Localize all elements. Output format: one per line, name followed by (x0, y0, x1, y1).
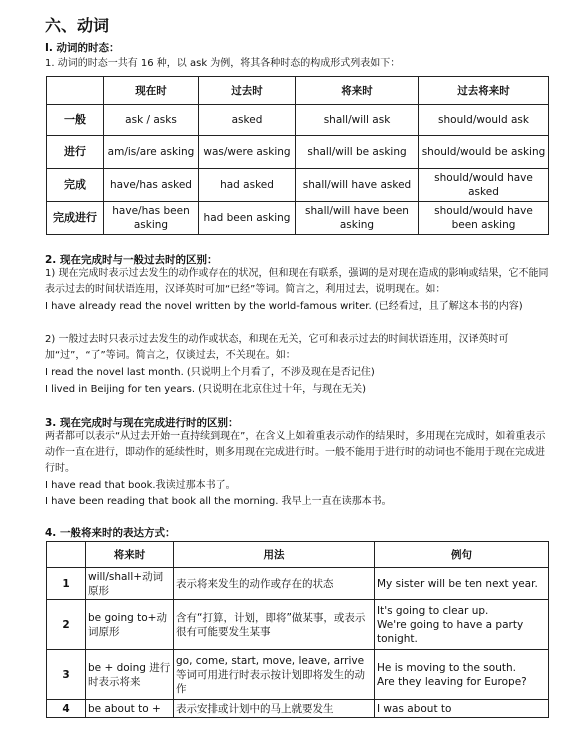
table-row (47, 650, 549, 700)
perfect-example-2: I have been reading that book all the morning. 我早上一直在读那本书。 (45, 496, 392, 507)
table-cell: should/would have been asking (419, 202, 549, 235)
table-cell: go, come, start, move, leave, arrive 等词可用进行时表示按计划即将发生的动作 (174, 650, 375, 700)
table-cell: 完成进行 (47, 202, 104, 235)
page-cutoff (0, 719, 568, 737)
table-row (47, 700, 549, 718)
table-row (47, 202, 549, 235)
compare-example-2: I read the novel last month. (只说明上个月看了，不涉及现在是否记住) (45, 367, 375, 378)
table-cell: ask / asks (104, 105, 199, 136)
tense-table (46, 76, 549, 235)
compare-example-1: I have already read the novel written by the world-famous writer. (已经看过，且了解这本书的内容) (45, 301, 523, 312)
table-cell: had been asking (199, 202, 296, 235)
table-cell: I was about to (375, 700, 549, 718)
table-cell: will/shall+动词原形 (86, 568, 174, 600)
table-cell: 完成 (47, 169, 104, 202)
table-cell: shall/will be asking (296, 136, 419, 169)
perfect-example-1: I have read that book.我读过那本书了。 (45, 480, 236, 491)
table-cell: 4 (47, 700, 86, 718)
table-row (47, 568, 549, 600)
header-cell: 过去时 (199, 77, 296, 105)
table-cell: He is moving to the south. Are they leaving for Europe? (375, 650, 549, 700)
table-row (47, 169, 549, 202)
table-cell: My sister will be ten next year. (375, 568, 549, 600)
table-cell: shall/will have asked (296, 169, 419, 202)
table-cell: 表示安排或计划中的马上就要发生 (174, 700, 375, 718)
header-cell (47, 542, 86, 568)
table-row (47, 600, 549, 650)
future-table-header (47, 542, 549, 568)
table-cell: be + doing 进行时表示将来 (86, 650, 174, 700)
table-cell: have/has asked (104, 169, 199, 202)
table-cell: am/is/are asking (104, 136, 199, 169)
table-cell: 3 (47, 650, 86, 700)
table-cell: 进行 (47, 136, 104, 169)
table-cell: asked (199, 105, 296, 136)
table-cell: should/would have asked (419, 169, 549, 202)
compare-para-2: 2) 一般过去时只表示过去发生的动作或状态，和现在无关，它可和表示过去的时间状语连用，汉译英时可加“过”，“了”等词。简言之，仅谈过去，不关现在。如： (45, 334, 509, 361)
table-cell: be about to + (86, 700, 174, 718)
table-cell: have/has been asking (104, 202, 199, 235)
table-cell: 表示将来发生的动作或存在的状态 (174, 568, 375, 600)
table-row (47, 105, 549, 136)
perfect-heading: 3. 现在完成时与现在完成进行时的区别： (45, 417, 239, 429)
table-cell: 一般 (47, 105, 104, 136)
table-cell: 含有“打算，计划，即将”做某事，或表示很有可能要发生某事 (174, 600, 375, 650)
header-cell: 将来时 (86, 542, 174, 568)
header-cell: 用法 (174, 542, 375, 568)
header-cell: 过去将来时 (419, 77, 549, 105)
table-cell: It's going to clear up. We're going to have a party tonight. (375, 600, 549, 650)
table-cell: should/would ask (419, 105, 549, 136)
tense-heading: I. 动词的时态： (45, 42, 120, 54)
future-heading: 4. 一般将来时的表达方式： (45, 527, 176, 539)
table-cell: had asked (199, 169, 296, 202)
section-title: 六、动词 (45, 16, 110, 35)
future-table (46, 541, 549, 718)
compare-heading: 2. 现在完成时与一般过去时的区别： (45, 254, 218, 266)
compare-example-3: I lived in Beijing for ten years. (只说明在北京住过十年，与现在无关) (45, 384, 366, 395)
table-cell: shall/will have been asking (296, 202, 419, 235)
tense-table-header (47, 77, 549, 105)
table-cell: was/were asking (199, 136, 296, 169)
table-cell: be going to+动词原形 (86, 600, 174, 650)
compare-para-1: 1) 现在完成时表示过去发生的动作或存在的状况，但和现在有联系，强调的是对现在造成的影响或结果，它不能同表示过去的时间状语连用，汉译英时可加“已经”等词。简言之，利用过去，说明现在。如： (45, 268, 549, 295)
tense-intro: 1. 动词的时态一共有 16 种，以 ask 为例，将其各种时态的构成形式列表如下： (45, 58, 401, 69)
table-cell: 2 (47, 600, 86, 650)
table-cell: should/would be asking (419, 136, 549, 169)
table-row (47, 136, 549, 169)
table-cell: shall/will ask (296, 105, 419, 136)
header-cell: 例句 (375, 542, 549, 568)
table-cell: 1 (47, 568, 86, 600)
header-cell: 现在时 (104, 77, 199, 105)
header-cell: 将来时 (296, 77, 419, 105)
header-cell (47, 77, 104, 105)
perfect-para: 两者都可以表示“从过去开始一直持续到现在”，在含义上如着重表示动作的结果时，多用现在完成时，如着重表示动作一直在进行，即动作的延续性时，则多用现在完成进行时。一般不能用于进行时的动词也不能用于现在完成进行时。 (45, 431, 546, 474)
